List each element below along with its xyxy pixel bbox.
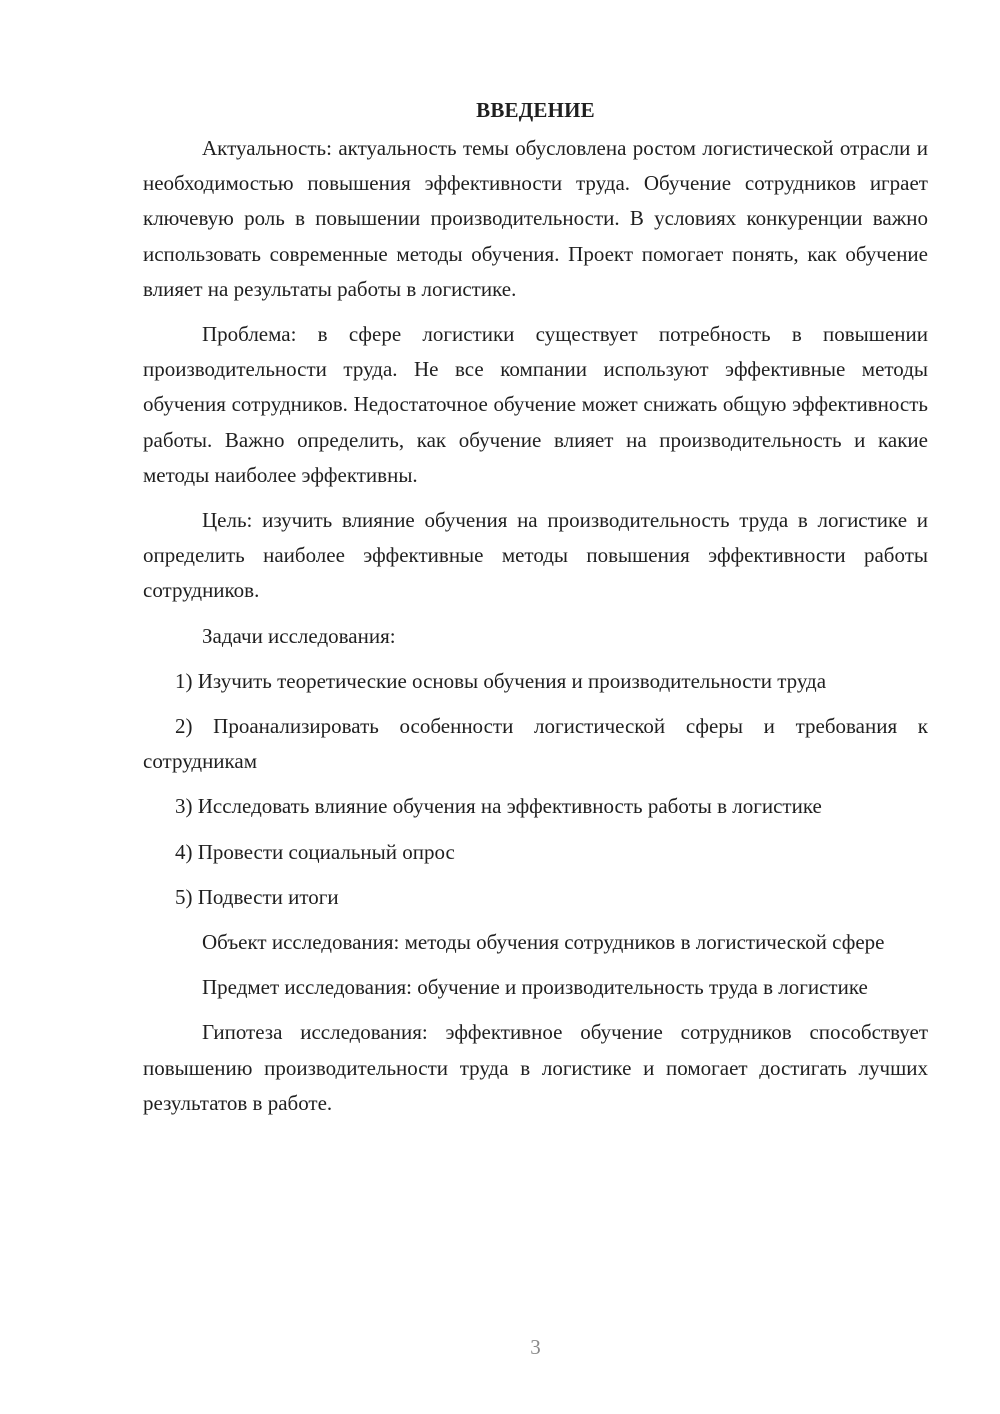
document-page — [143, 93, 928, 1131]
task-item: 5) Подвести итоги — [175, 884, 339, 909]
tasks-heading: Задачи исследования: — [202, 623, 396, 648]
hypothesis-paragraph: Гипотеза исследования: эффективное обучение сотрудников способствует повышению производительности труда в логистике и помогает достигать лучших результатов в работе. — [143, 1020, 928, 1115]
task-item: 4) Провести социальный опрос — [175, 839, 455, 864]
subject-paragraph: Предмет исследования: обучение и производительность труда в логистике — [202, 975, 868, 1000]
task-item: 2) Проанализировать особенности логистической сферы и требования к сотрудникам — [143, 714, 928, 774]
page-number: 3 — [530, 1335, 541, 1359]
section-heading: ВВЕДЕНИЕ — [476, 98, 595, 122]
problem-paragraph: Проблема: в сфере логистики существует потребность в повышении производительности труда. Не все компании используют эффективные методы обучения сотрудников. Недостаточное обучение может снижать общую эффективность работы. Важно определить, как обучение влияет на производительность и какие методы наиболее эффективны. — [143, 322, 928, 487]
task-item: 3) Исследовать влияние обучения на эффективность работы в логистике — [175, 794, 822, 819]
object-paragraph: Объект исследования: методы обучения сотрудников в логистической сфере — [202, 930, 885, 955]
goal-paragraph: Цель: изучить влияние обучения на производительность труда в логистике и определить наиболее эффективные методы повышения эффективности работы сотрудников. — [143, 508, 928, 603]
task-item: 1) Изучить теоретические основы обучения и производительности труда — [175, 668, 827, 693]
relevance-paragraph: Актуальность: актуальность темы обусловлена ростом логистической отрасли и необходимостью повышения эффективности труда. Обучение сотрудников играет ключевую роль в повышении производительности. В условиях конкуренции важно использовать современные методы обучения. Проект помогает понять, как обучение влияет на результаты работы в логистике. — [143, 136, 928, 301]
